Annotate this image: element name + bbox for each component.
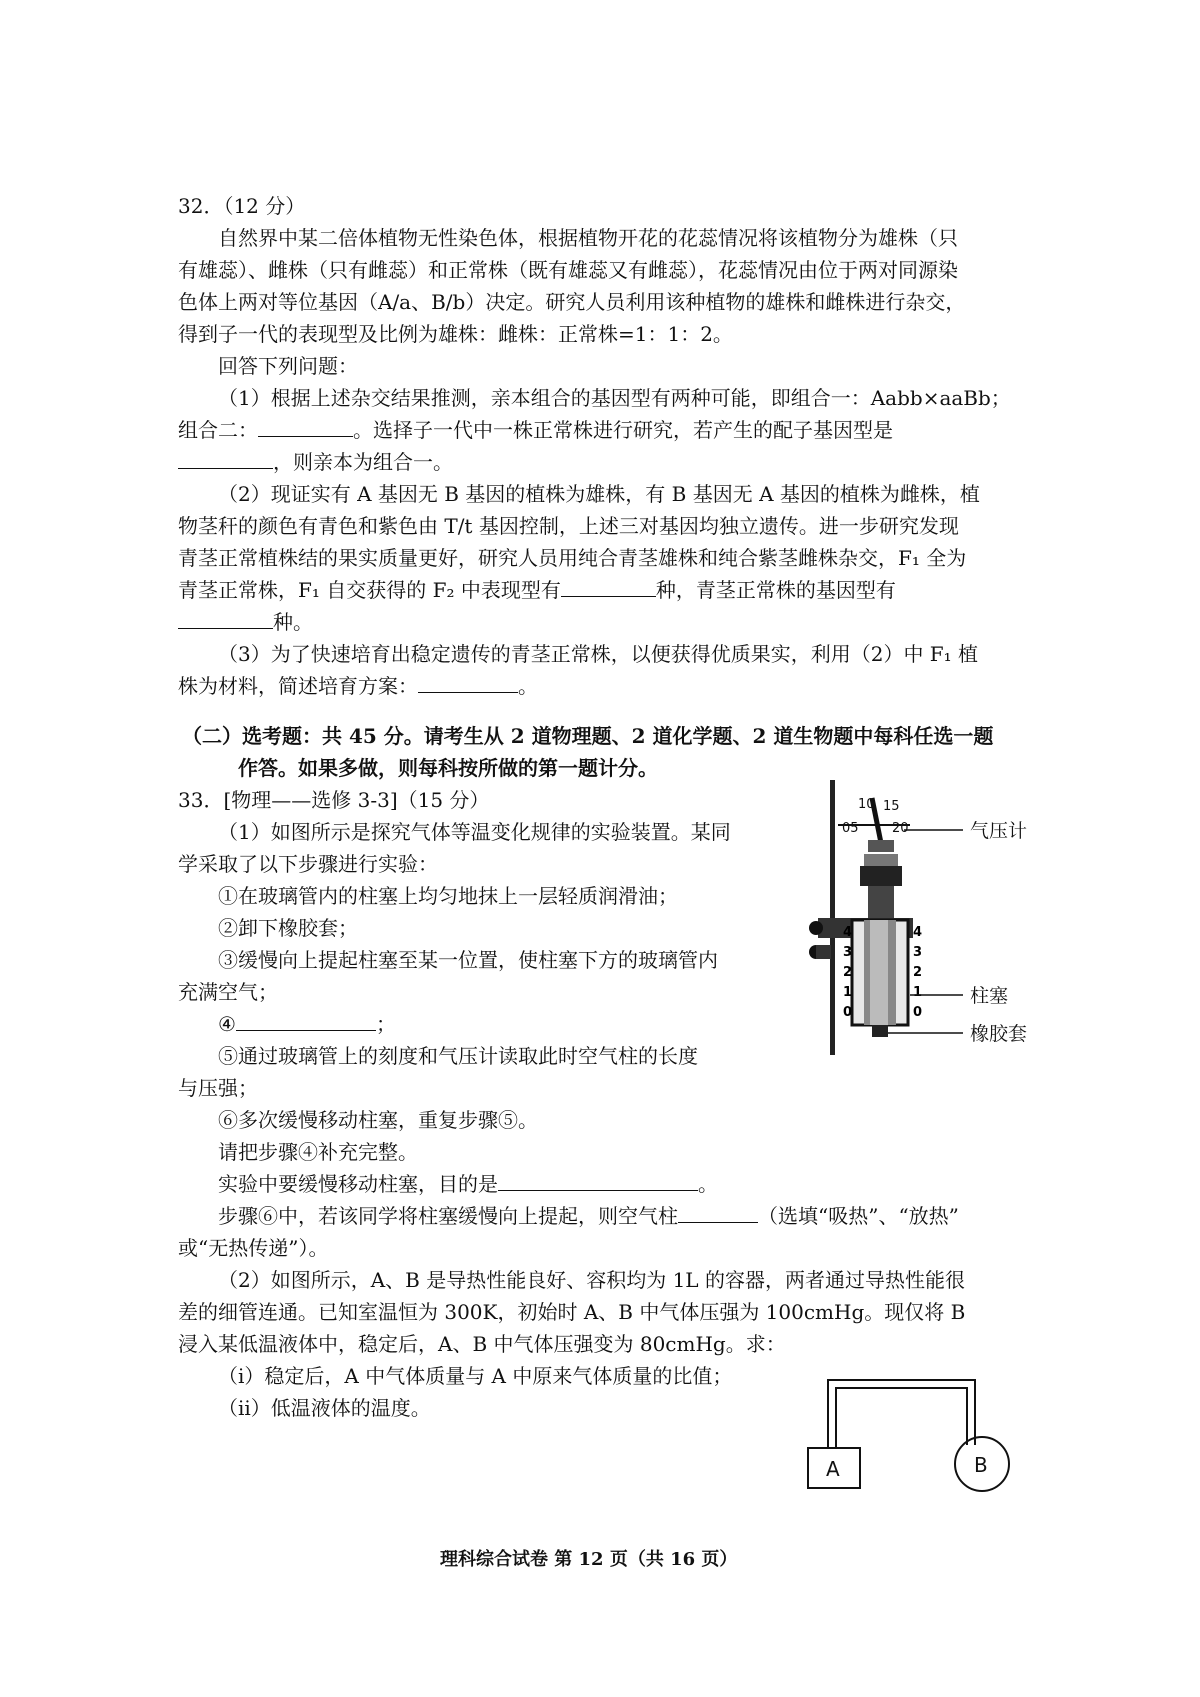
q33-step: 充满空气；	[178, 980, 278, 1004]
pressure-gauge	[838, 797, 910, 852]
q33-part2-line: 浸入某低温液体中，稳定后，A、B 中气体压强变为 80cmHg。求：	[178, 1332, 786, 1356]
q33-ask: 实验中要缓慢移动柱塞，目的是 。	[218, 1172, 718, 1196]
svg-text:1: 1	[843, 985, 853, 1000]
gauge-tick-label: 15	[883, 799, 900, 814]
q33-part1-line: （1）如图所示是探究气体等温变化规律的实验装置。某同	[218, 820, 731, 844]
rubber-cap	[872, 1025, 888, 1037]
q32-sub2-line: 青茎正常株，F₁ 自交获得的 F₂ 中表现型有 种，青茎正常株的基因型有	[178, 578, 896, 602]
q33-step: ⑤通过玻璃管上的刻度和气压计读取此时空气柱的长度	[218, 1044, 698, 1068]
q32-sub1-line: ，则亲本为组合一。	[178, 450, 453, 474]
container-a-label: A	[826, 1457, 840, 1481]
answer-blank[interactable]	[178, 450, 273, 469]
glass-tube	[852, 920, 908, 1025]
q33-step: 与压强；	[178, 1076, 258, 1100]
answer-blank[interactable]	[178, 610, 273, 629]
section-instruction: 作答。如果多做，则每科按所做的第一题计分。	[238, 756, 658, 780]
answer-blank[interactable]	[418, 674, 518, 693]
svg-text:0: 0	[913, 1005, 923, 1020]
q32-sub1-line: 组合二： 。选择子一代中一株正常株进行研究，若产生的配子基因型是	[178, 418, 893, 442]
answer-blank[interactable]	[236, 1012, 376, 1031]
q33-step: ③缓慢向上提起柱塞至某一位置，使柱塞下方的玻璃管内	[218, 948, 718, 972]
q32-sub3-line: 株为材料，简述培育方案： 。	[178, 674, 538, 698]
stand-rod	[830, 780, 835, 1055]
valve	[864, 854, 898, 866]
q33-ask: 或“无热传递”）。	[178, 1236, 329, 1260]
q32-sub2-line: 物茎秆的颜色有青色和紫色由 T/t 基因控制，上述三对基因均独立遗传。进一步研究发现	[178, 514, 959, 538]
gauge-tick-label: 10	[858, 797, 875, 812]
q33-part2-line: （2）如图所示，A、B 是导热性能良好、容积均为 1L 的容器，两者通过导热性能很	[218, 1268, 965, 1292]
gauge-tick-label: 20	[892, 821, 909, 836]
q32-sub2-line: （2）现证实有 A 基因无 B 基因的植株为雄株，有 B 基因无 A 基因的植株为雌株，植	[218, 482, 980, 506]
container-b-label: B	[974, 1453, 988, 1477]
page-footer: 理科综合试卷 第 12 页（共 16 页）	[440, 1549, 738, 1570]
q33-subquestion: （i）稳定后，A 中气体质量与 A 中原来气体质量的比值；	[218, 1364, 733, 1388]
valve-knob	[860, 866, 902, 886]
q33-step: ①在玻璃管内的柱塞上均匀地抹上一层轻质润滑油；	[218, 884, 678, 908]
answer-blank[interactable]	[498, 1172, 698, 1191]
q33-subquestion: （ii）低温液体的温度。	[218, 1396, 431, 1420]
answer-blank[interactable]	[678, 1204, 758, 1223]
connecting-tube	[828, 1380, 975, 1448]
q32-paragraph-line: 自然界中某二倍体植物无性染色体，根据植物开花的花蕊情况将该植物分为雄株（只	[218, 226, 958, 250]
gas-law-apparatus-figure	[780, 780, 1060, 1065]
q32-sub1-line: （1）根据上述杂交结果推测，亲本组合的基因型有两种可能，即组合一：Aabb×aaBb；	[218, 386, 1011, 410]
svg-text:4: 4	[913, 925, 923, 940]
gauge-tick-label: 05	[842, 821, 859, 836]
answer-blank[interactable]	[561, 578, 656, 597]
q33-ask: 请把步骤④补充完整。	[218, 1140, 418, 1164]
label-gauge: 气压计	[970, 820, 1028, 842]
q33-header: 33．[物理——选修 3-3]（15 分）	[178, 788, 490, 812]
label-plunger: 柱塞	[970, 985, 1009, 1007]
q32-answer-intro: 回答下列问题：	[218, 354, 358, 378]
q33-ask: 步骤⑥中，若该同学将柱塞缓慢向上提起，则空气柱 （选填“吸热”、“放热”	[218, 1204, 959, 1228]
svg-text:1: 1	[913, 985, 923, 1000]
q33-part1-line: 学采取了以下步骤进行实验：	[178, 852, 438, 876]
containers-figure	[800, 1360, 1040, 1495]
answer-blank[interactable]	[258, 418, 353, 437]
clamp-screw-icon	[809, 921, 823, 935]
q32-sub3-line: （3）为了快速培育出稳定遗传的青茎正常株，以便获得优质果实，利用（2）中 F₁ 植	[218, 642, 979, 666]
svg-text:2: 2	[913, 965, 923, 980]
q32-paragraph-line: 得到子一代的表现型及比例为雄株：雌株：正常株=1：1：2。	[178, 322, 733, 346]
q32-header: 32．（12 分）	[178, 194, 306, 218]
q33-step: ②卸下橡胶套；	[218, 916, 358, 940]
q32-sub2-line: 青茎正常植株结的果实质量更好，研究人员用纯合青茎雄株和纯合紫茎雌株杂交，F₁ 全为	[178, 546, 967, 570]
svg-text:2: 2	[843, 965, 853, 980]
section-instruction: （二）选考题：共 45 分。请考生从 2 道物理题、2 道化学题、2 道生物题中每科任选一题	[182, 724, 994, 748]
label-rubber-cap: 橡胶套	[970, 1023, 1028, 1045]
q32-paragraph-line: 有雄蕊）、雌株（只有雌蕊）和正常株（既有雄蕊又有雌蕊），花蕊情况由位于两对同源染	[178, 258, 958, 282]
q33-step: ⑥多次缓慢移动柱塞，重复步骤⑤。	[218, 1108, 538, 1132]
svg-text:0: 0	[843, 1005, 853, 1020]
q32-sub2-line: 种。	[178, 610, 313, 634]
svg-text:4: 4	[843, 925, 853, 940]
svg-text:3: 3	[843, 945, 853, 960]
q33-step: ④ ；	[218, 1012, 396, 1036]
q33-part2-line: 差的细管连通。已知室温恒为 300K，初始时 A、B 中气体压强为 100cmHg。现仅将 B	[178, 1300, 966, 1324]
svg-text:3: 3	[913, 945, 923, 960]
q32-paragraph-line: 色体上两对等位基因（A/a、B/b）决定。研究人员利用该种植物的雄株和雌株进行杂交，	[178, 290, 966, 314]
